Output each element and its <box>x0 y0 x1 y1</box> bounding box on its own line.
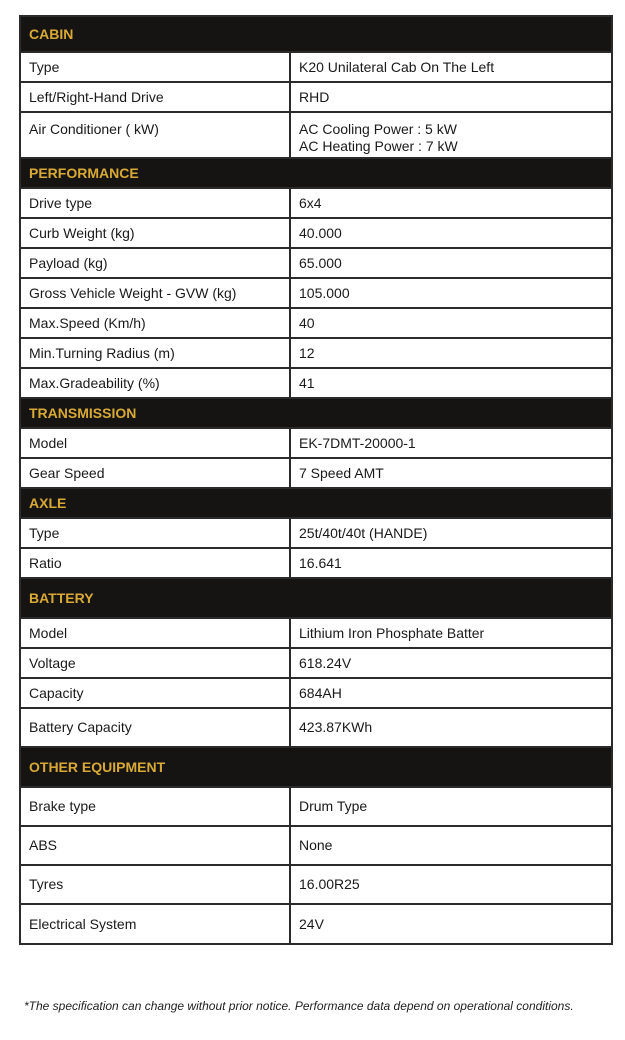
spec-label: Tyres <box>20 865 290 904</box>
table-row <box>20 618 612 648</box>
spec-value-line: AC Cooling Power : 5 kW <box>299 121 457 137</box>
spec-label: Max.Gradeability (%) <box>20 368 290 398</box>
table-row <box>20 428 612 458</box>
section-header-other-equipment <box>20 747 612 787</box>
spec-value <box>290 278 612 308</box>
table-row <box>20 865 612 904</box>
spec-value-line: None <box>299 837 333 853</box>
spec-label: Drive type <box>20 188 290 218</box>
spec-value <box>290 458 612 488</box>
spec-label: Battery Capacity <box>20 708 290 747</box>
spec-label: Ratio <box>20 548 290 578</box>
spec-value-line: Lithium Iron Phosphate Batter <box>299 624 485 641</box>
spec-label: Min.Turning Radius (m) <box>20 338 290 368</box>
table-row <box>20 787 612 826</box>
table-row <box>20 52 612 82</box>
spec-value-line: 40.000 <box>299 224 342 241</box>
spec-value-line: 25t/40t/40t (HANDE) <box>299 524 428 541</box>
table-row <box>20 218 612 248</box>
table-row <box>20 112 612 158</box>
spec-value-line: 16.00R25 <box>299 876 360 892</box>
spec-label: ABS <box>20 826 290 865</box>
section-title: OTHER EQUIPMENT <box>20 747 612 787</box>
spec-label: Max.Speed (Km/h) <box>20 308 290 338</box>
spec-value <box>290 338 612 368</box>
table-row <box>20 826 612 865</box>
spec-label: Type <box>20 518 290 548</box>
specification-table <box>19 15 613 945</box>
spec-label: Model <box>20 428 290 458</box>
footnote: *The specification can change without prior notice. Performance data depend on operational conditions. <box>24 999 574 1013</box>
spec-value-line: 24V <box>299 915 324 932</box>
spec-label: Payload (kg) <box>20 248 290 278</box>
section-title: CABIN <box>20 16 612 52</box>
spec-value <box>290 518 612 548</box>
spec-label: Electrical System <box>20 904 290 944</box>
table-row <box>20 548 612 578</box>
table-row <box>20 248 612 278</box>
spec-value-line: 16.641 <box>299 554 342 571</box>
spec-value <box>290 678 612 708</box>
table-row <box>20 678 612 708</box>
section-title: BATTERY <box>20 578 612 618</box>
section-title: AXLE <box>20 488 612 518</box>
section-header-axle <box>20 488 612 518</box>
spec-value-line: 41 <box>299 374 315 391</box>
spec-value <box>290 787 612 826</box>
spec-value <box>290 112 612 158</box>
spec-value <box>290 826 612 865</box>
spec-label: Gross Vehicle Weight - GVW (kg) <box>20 278 290 308</box>
table-row <box>20 338 612 368</box>
spec-value-line: RHD <box>299 88 330 105</box>
spec-value <box>290 188 612 218</box>
spec-label: Curb Weight (kg) <box>20 218 290 248</box>
table-row <box>20 368 612 398</box>
spec-label: Capacity <box>20 678 290 708</box>
section-title: TRANSMISSION <box>20 398 612 428</box>
spec-value <box>290 648 612 678</box>
section-header-transmission <box>20 398 612 428</box>
spec-value-line: EK-7DMT-20000-1 <box>299 434 416 451</box>
spec-value <box>290 218 612 248</box>
spec-value <box>290 548 612 578</box>
spec-value-line: 12 <box>299 344 315 361</box>
spec-value-line: AC Heating Power : 7 kW <box>299 138 458 154</box>
section-title: PERFORMANCE <box>20 158 612 188</box>
spec-value <box>290 708 612 747</box>
spec-label: Type <box>20 52 290 82</box>
spec-value-line: Drum Type <box>299 798 368 814</box>
spec-label: Air Conditioner ( kW) <box>20 112 290 158</box>
spec-value-line: 684AH <box>299 684 342 701</box>
spec-value-line: 105.000 <box>299 284 350 301</box>
spec-value <box>290 248 612 278</box>
spec-label: Voltage <box>20 648 290 678</box>
table-row <box>20 458 612 488</box>
spec-value-line: 7 Speed AMT <box>299 464 384 481</box>
spec-value <box>290 865 612 904</box>
spec-value-line: 6x4 <box>299 194 322 211</box>
spec-value-line: 618.24V <box>299 654 352 671</box>
spec-value <box>290 618 612 648</box>
spec-label: Model <box>20 618 290 648</box>
table-row <box>20 904 612 944</box>
spec-value <box>290 904 612 944</box>
table-row <box>20 308 612 338</box>
spec-value <box>290 308 612 338</box>
spec-label: Brake type <box>20 787 290 826</box>
table-row <box>20 518 612 548</box>
section-header-performance <box>20 158 612 188</box>
spec-value-line: 423.87KWh <box>299 719 373 735</box>
table-row <box>20 188 612 218</box>
table-row <box>20 708 612 747</box>
spec-value-line: 65.000 <box>299 254 342 271</box>
table-row <box>20 648 612 678</box>
spec-label: Gear Speed <box>20 458 290 488</box>
spec-label: Left/Right-Hand Drive <box>20 82 290 112</box>
spec-value <box>290 52 612 82</box>
table-row <box>20 278 612 308</box>
spec-value-line: 40 <box>299 314 315 331</box>
spec-value-line: K20 Unilateral Cab On The Left <box>299 58 495 75</box>
section-header-battery <box>20 578 612 618</box>
spec-value <box>290 428 612 458</box>
table-row <box>20 82 612 112</box>
section-header-cabin <box>20 16 612 52</box>
spec-value <box>290 368 612 398</box>
spec-value <box>290 82 612 112</box>
